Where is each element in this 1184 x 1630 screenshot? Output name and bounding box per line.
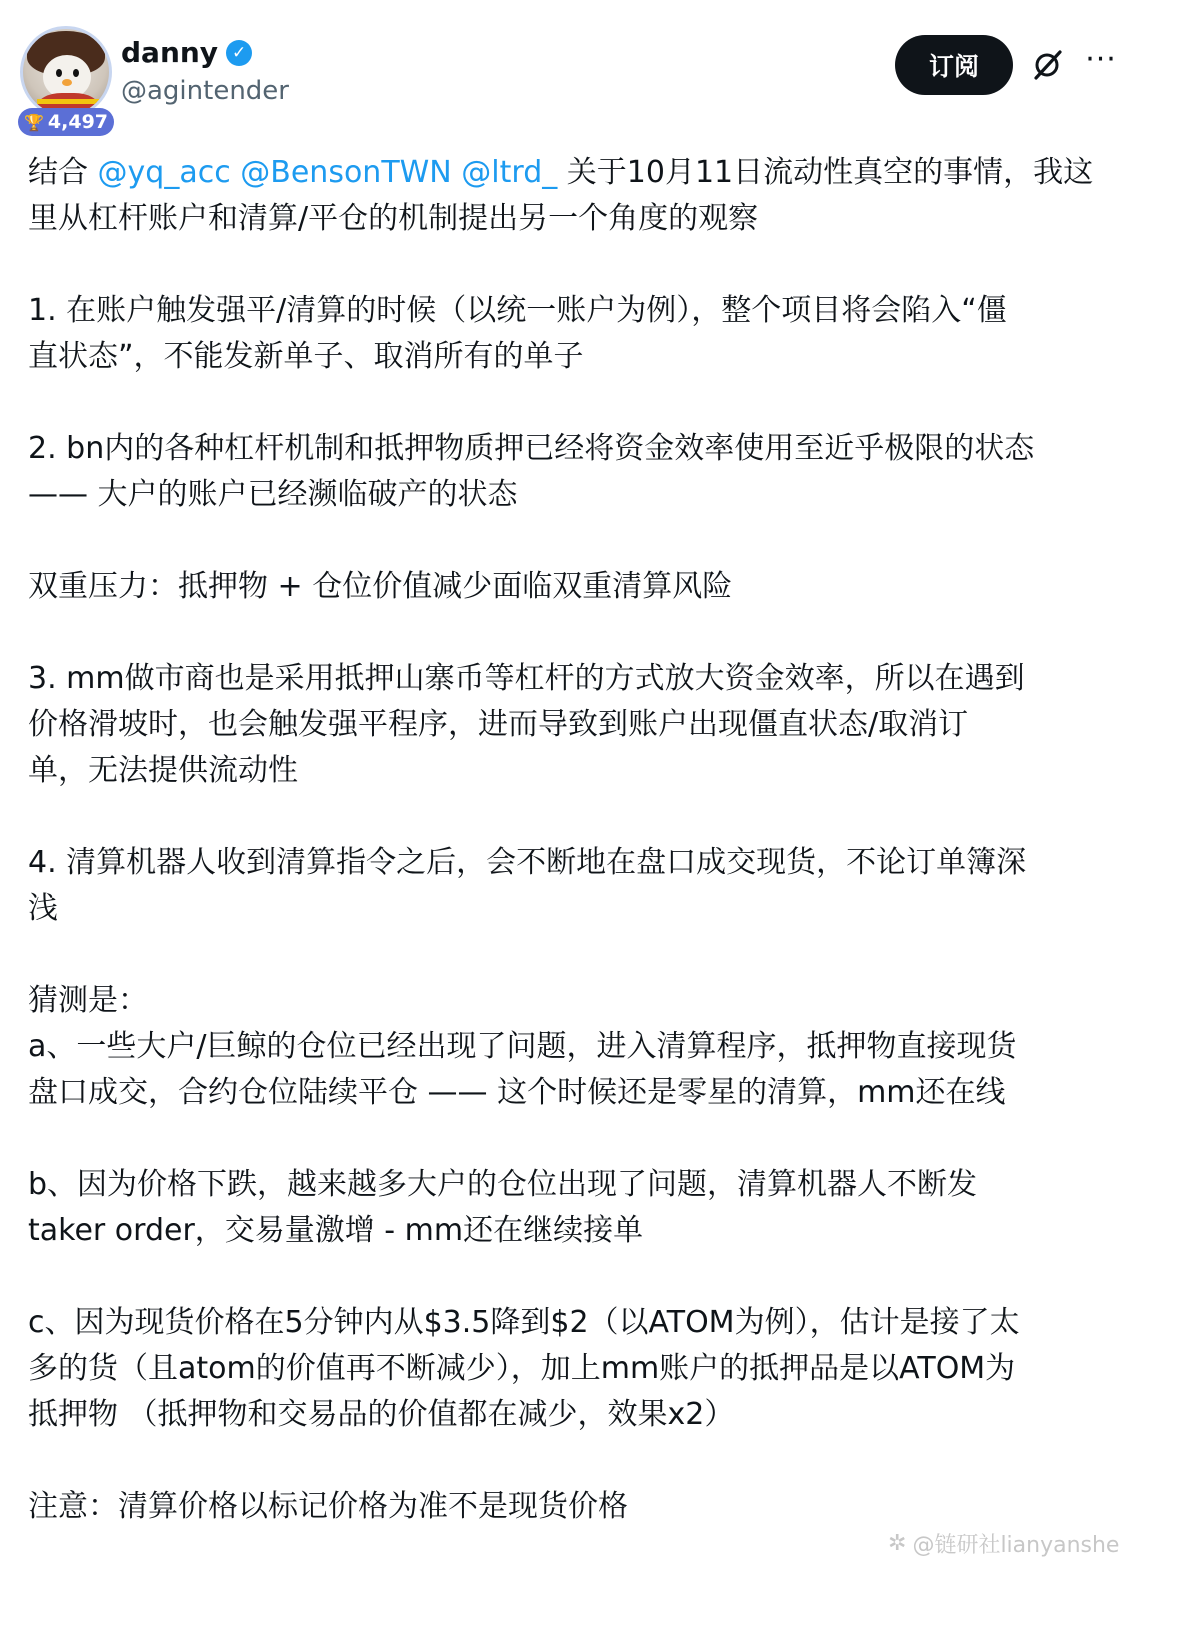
post-line: 抵押物 （抵押物和交易品的价值都在减少，效果x2）: [28, 1397, 735, 1432]
post-line: 2. bn内的各种杠杆机制和抵押物质押已经将资金效率使用至近乎极限的状态: [28, 431, 1035, 466]
post-line: [28, 150, 1128, 196]
post-line: 注意：清算价格以标记价格为准不是现货价格: [28, 1489, 628, 1524]
watermark-text: @链研社lianyanshe: [912, 1533, 1120, 1558]
post-line: 浅: [28, 891, 58, 926]
post-line: 盘口成交，合约仓位陆续平仓 —— 这个时候还是零星的清算，mm还在线: [28, 1075, 1006, 1110]
post-line: b、因为价格下跌，越来越多大户的仓位出现了问题，清算机器人不断发: [28, 1167, 978, 1202]
mention-link[interactable]: @yq_acc: [97, 155, 231, 190]
badge-count: 4,497: [47, 111, 109, 133]
more-options-icon[interactable]: ···: [1085, 42, 1117, 77]
post-text: 关于10月11日流动性真空的事情，我这: [557, 155, 1094, 190]
author-handle[interactable]: @agintender: [121, 76, 289, 106]
post-line: c、因为现货价格在5分钟内从$3.5降到$2（以ATOM为例），估计是接了太: [28, 1305, 1020, 1340]
author-name-row[interactable]: [121, 36, 252, 69]
post-line: 里从杠杆账户和清算/平仓的机制提出另一个角度的观察: [28, 201, 759, 236]
post-line: 4. 清算机器人收到清算指令之后，会不断地在盘口成交现货，不论订单簿深: [28, 845, 1027, 880]
avatar[interactable]: [20, 26, 112, 118]
post-header: [0, 0, 1184, 140]
post-line: 猜测是：: [28, 983, 148, 1018]
post-line: a、一些大户/巨鲸的仓位已经出现了问题，进入清算程序，抵押物直接现货: [28, 1029, 1017, 1064]
mention-link[interactable]: @ltrd_: [461, 155, 558, 190]
author-display-name[interactable]: danny: [121, 36, 219, 69]
post-line: —— 大户的账户已经濒临破产的状态: [28, 477, 518, 512]
grok-icon[interactable]: [1030, 48, 1064, 82]
post-line: 单，无法提供流动性: [28, 753, 298, 788]
verified-badge-icon: ✓: [226, 40, 252, 66]
watermark: [888, 1528, 1119, 1559]
post-line: 双重压力：抵押物 + 仓位价值减少面临双重清算风险: [28, 569, 733, 604]
post-line: 1. 在账户触发强平/清算的时候（以统一账户为例），整个项目将会陷入“僵: [28, 293, 1007, 328]
post-body: [28, 150, 1128, 1530]
trophy-icon: 🏆: [23, 112, 44, 132]
post-text: 结合: [28, 155, 98, 190]
weibo-icon: ✲: [888, 1531, 907, 1556]
post-line: taker order，交易量激增 - mm还在继续接单: [28, 1213, 644, 1248]
subscribe-button[interactable]: 订阅: [895, 35, 1013, 95]
post-line: 3. mm做市商也是采用抵押山寨币等杠杆的方式放大资金效率，所以在遇到: [28, 661, 1025, 696]
post-line: 价格滑坡时，也会触发强平程序，进而导致到账户出现僵直状态/取消订: [28, 707, 969, 742]
mention-link[interactable]: @BensonTWN: [240, 155, 452, 190]
post-line: 直状态”，不能发新单子、取消所有的单子: [28, 339, 584, 374]
achievement-badge[interactable]: [18, 108, 114, 136]
post-line: 多的货（且atom的价值再不断减少），加上mm账户的抵押品是以ATOM为: [28, 1351, 1016, 1386]
